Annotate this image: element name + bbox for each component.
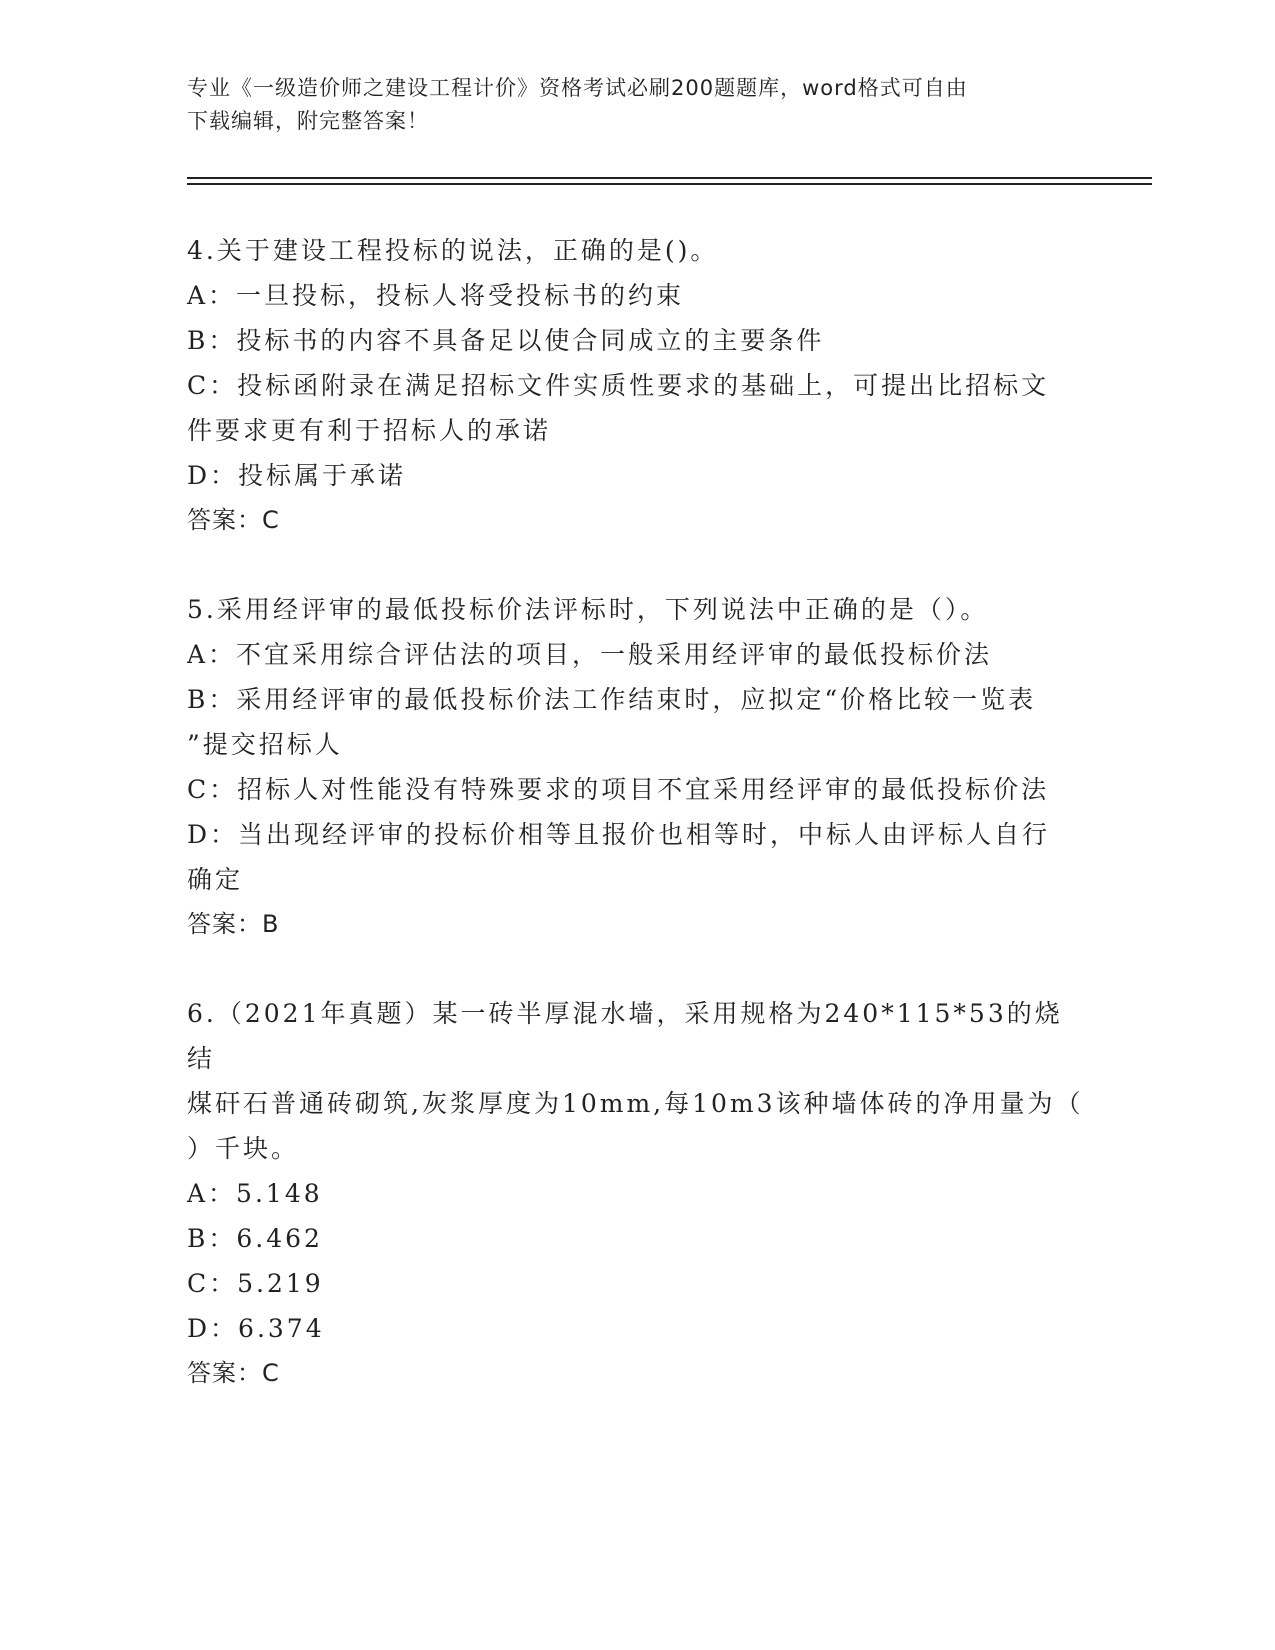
question-stem-continuation: 煤矸石普通砖砌筑,灰浆厚度为10mm,每10m3该种墙体砖的净用量为（ [187, 1089, 1084, 1118]
answer-option: C：投标函附录在满足招标文件实质性要求的基础上，可提出比招标文 [187, 371, 1050, 400]
correct-answer: 答案：C [187, 1359, 280, 1387]
answer-option: C：招标人对性能没有特殊要求的项目不宜采用经评审的最低投标价法 [187, 775, 1050, 804]
answer-option: D：6.374 [187, 1314, 325, 1343]
answer-option: A：5.148 [187, 1179, 323, 1208]
answer-option-continuation: ”提交招标人 [187, 730, 343, 759]
question-stem-continuation: ）千块。 [187, 1134, 300, 1163]
answer-option-continuation: 件要求更有利于招标人的承诺 [187, 416, 552, 445]
answer-option: A：一旦投标，投标人将受投标书的约束 [187, 281, 685, 310]
question-list [187, 228, 1087, 1440]
correct-answer: 答案：B [187, 910, 280, 938]
header-divider [187, 177, 1152, 179]
answer-option: B：采用经评审的最低投标价法工作结束时，应拟定“价格比较一览表 [187, 685, 1037, 714]
answer-option: D：当出现经评审的投标价相等且报价也相等时，中标人由评标人自行 [187, 820, 1051, 849]
answer-option: B：6.462 [187, 1224, 323, 1253]
question-block [187, 991, 1087, 1396]
header-intro-line: 专业《一级造价师之建设工程计价》资格考试必刷200题题库，word格式可自由 [187, 76, 968, 100]
correct-answer: 答案：C [187, 506, 280, 534]
header-divider [187, 183, 1152, 185]
answer-option: B：投标书的内容不具备足以使合同成立的主要条件 [187, 326, 825, 355]
question-block [187, 587, 1087, 947]
document-header [187, 72, 1077, 138]
question-stem: 6.（2021年真题）某一砖半厚混水墙，采用规格为240*115*53的烧结 [187, 999, 1063, 1073]
question-stem: 4.关于建设工程投标的说法，正确的是()。 [187, 236, 719, 265]
answer-option: C：5.219 [187, 1269, 324, 1298]
answer-option-continuation: 确定 [187, 865, 244, 894]
question-block [187, 228, 1087, 543]
answer-option: D：投标属于承诺 [187, 461, 407, 490]
question-stem: 5.采用经评审的最低投标价法评标时，下列说法中正确的是（）。 [187, 595, 989, 624]
header-intro-line: 下载编辑，附完整答案！ [187, 109, 429, 133]
answer-option: A：不宜采用综合评估法的项目，一般采用经评审的最低投标价法 [187, 640, 993, 669]
